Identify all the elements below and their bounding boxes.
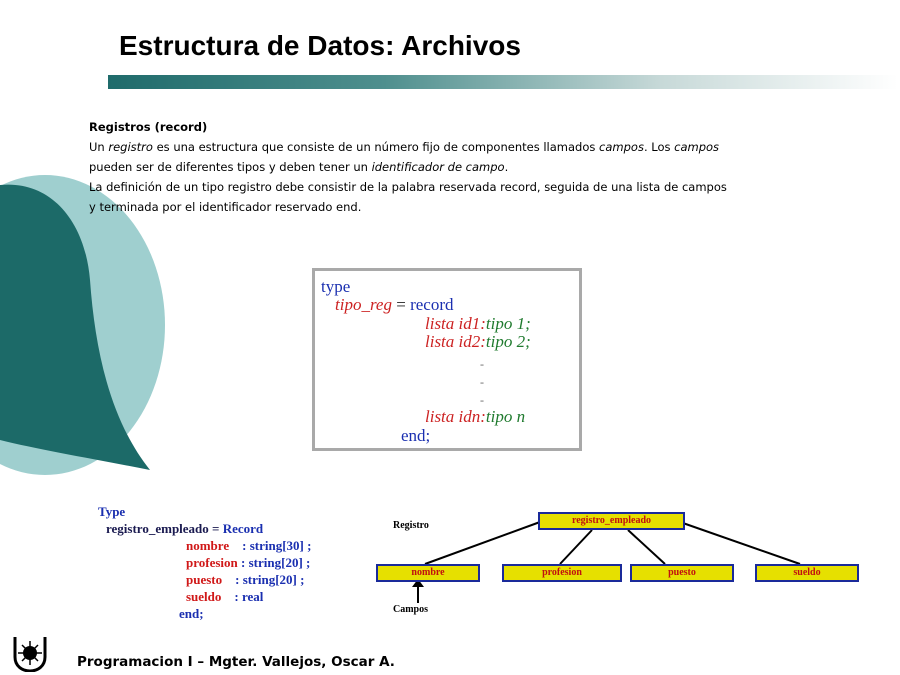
diagram-label-campos: Campos	[393, 604, 429, 615]
paragraph-line-4: y terminada por el identificador reservado end.	[89, 200, 362, 214]
example-field-line: puesto : string[20] ;	[186, 572, 305, 587]
example-field-line: profesion : string[20] ;	[186, 555, 311, 570]
code-ellipsis-dot: -	[480, 393, 484, 407]
code-field-line-1: lista id1:tipo 1;	[425, 314, 531, 333]
title-underline-bar	[108, 75, 898, 89]
code-field-line-2: lista id2:tipo 2;	[425, 332, 531, 351]
example-type-keyword: Type	[98, 504, 126, 519]
diagram-root-node: registro_empleado	[538, 512, 685, 530]
paragraph-line-2: pueden ser de diferentes tipos y deben tener un identificador de campo.	[89, 160, 509, 174]
paragraph-line-3: La definición de un tipo registro debe consistir de la palabra reservada record, seguida de una lista de campos	[89, 180, 727, 194]
diagram-connectors	[0, 500, 900, 625]
description-text	[89, 117, 809, 217]
slide-title: Estructura de Datos: Archivos	[119, 30, 521, 61]
code-type-keyword: type	[321, 277, 351, 296]
example-end-keyword: end;	[179, 606, 204, 621]
diagram-field-node: sueldo	[755, 564, 859, 582]
code-end-keyword: end;	[401, 426, 431, 445]
diagram-field-node: nombre	[376, 564, 480, 582]
diagram-field-node: profesion	[502, 564, 622, 582]
diagram-field-node: puesto	[630, 564, 734, 582]
example-record-line: registro_empleado = Record	[106, 521, 264, 536]
code-record-line: tipo_reg = record	[335, 295, 454, 314]
record-tree-diagram	[0, 500, 900, 625]
section-heading: Registros (record)	[89, 120, 208, 134]
code-field-line-n: lista idn:tipo n	[425, 407, 526, 426]
code-ellipsis-dot: -	[480, 375, 484, 389]
slide-footer: Programacion I – Mgter. Vallejos, Oscar A.	[77, 654, 395, 670]
code-ellipsis-dot: -	[480, 357, 484, 371]
example-field-line: nombre : string[30] ;	[186, 538, 312, 553]
university-logo-icon	[10, 632, 50, 672]
paragraph-line-1: Un registro es una estructura que consiste de un número fijo de componentes llamados campos. Los campos	[89, 140, 720, 154]
example-field-line: sueldo : real	[186, 589, 264, 604]
diagram-label-registro: Registro	[393, 520, 429, 531]
record-syntax-box	[312, 268, 582, 451]
